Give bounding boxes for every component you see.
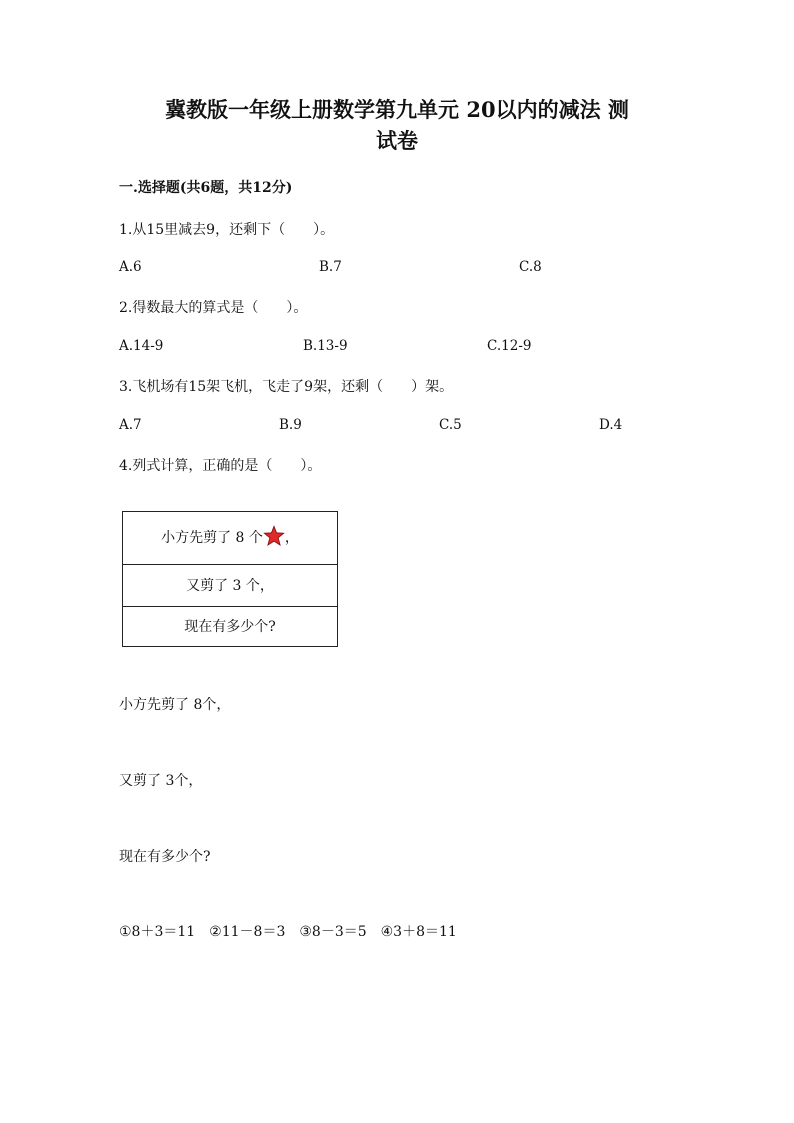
q2-option-b[interactable]: B.13-9: [303, 338, 348, 354]
title-line-1: 冀教版一年级上册数学第九单元 20以内的减法 测: [165, 97, 629, 122]
box-row-1-text: 小方先剪了 8 个: [161, 530, 263, 546]
q1-option-a[interactable]: A.6: [119, 259, 142, 275]
box-row-1: [123, 512, 337, 565]
question-2: 2.得数最大的算式是（ ）。: [119, 300, 308, 316]
q3-option-a[interactable]: A.7: [119, 417, 142, 433]
q3-option-b[interactable]: B.9: [279, 417, 302, 433]
question-1: 1.从15里减去9，还剩下（ ）。: [119, 222, 335, 238]
page-title: [110, 94, 684, 156]
q2-option-a[interactable]: A.14-9: [119, 338, 164, 354]
q1-option-b[interactable]: B.7: [319, 259, 342, 275]
answer-choices[interactable]: ①8＋3＝11 ②11－8＝3 ③8－3＝5 ④3＋8＝11: [119, 924, 457, 940]
q2-option-c[interactable]: C.12-9: [487, 338, 532, 354]
problem-box: [122, 511, 338, 647]
title-line-2: 试卷: [376, 128, 418, 153]
text-line-2: 又剪了 3个，: [119, 773, 203, 789]
text-line-1: 小方先剪了 8个，: [119, 697, 231, 713]
q3-option-c[interactable]: C.5: [439, 417, 462, 433]
question-3: 3.飞机场有15架飞机，飞走了9架，还剩（ ）架。: [119, 379, 454, 395]
red-star-icon: [263, 525, 285, 547]
box-row-2: 又剪了 3 个，: [123, 565, 337, 607]
box-row-1-comma: ，: [284, 530, 299, 546]
box-row-3: 现在有多少个?: [184, 619, 276, 635]
question-4: 4.列式计算，正确的是（ ）。: [119, 458, 322, 474]
section-heading: 一.选择题(共6题，共12分): [119, 180, 293, 196]
q3-option-d[interactable]: D.4: [599, 417, 623, 433]
q1-option-c[interactable]: C.8: [519, 259, 542, 275]
text-line-3: 现在有多少个?: [119, 849, 211, 865]
